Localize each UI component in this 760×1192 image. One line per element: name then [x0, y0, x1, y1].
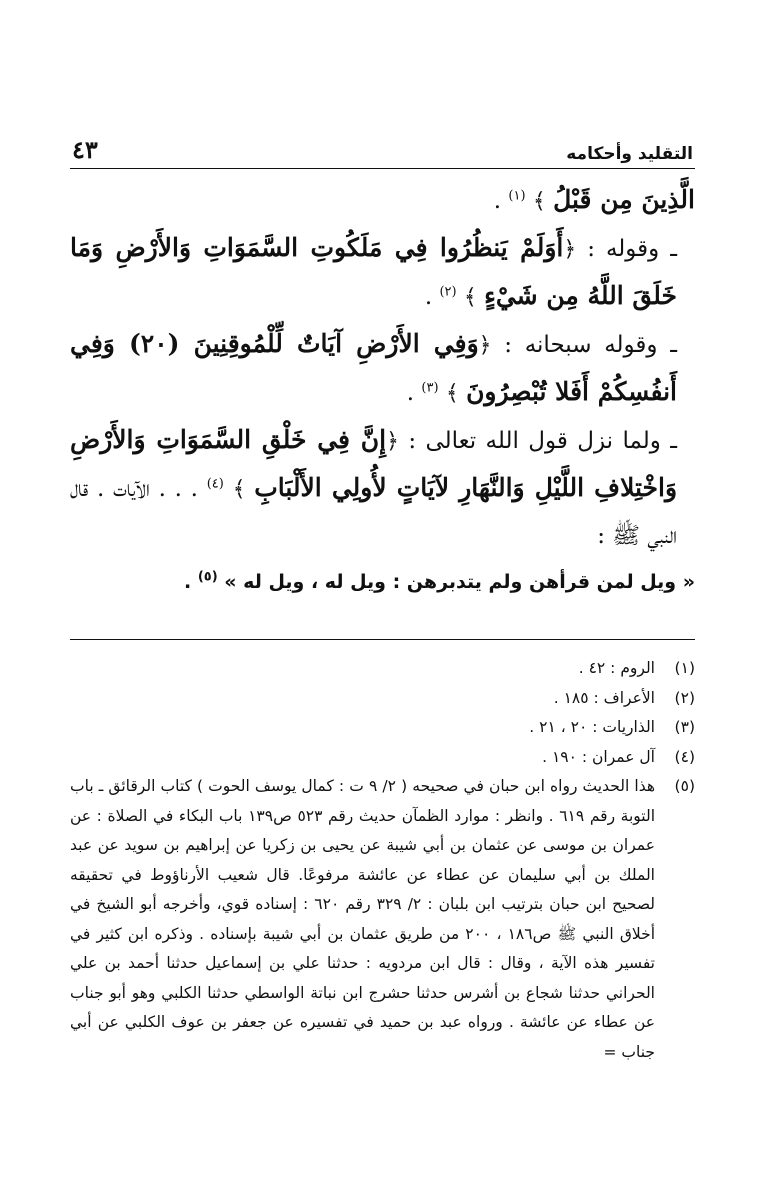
footnotes [70, 654, 695, 1067]
closing-brace: ﴾ [463, 285, 477, 310]
opening-brace: ﴿ [563, 237, 577, 262]
footnote-number: (٤) [674, 747, 695, 766]
paragraph-3 [70, 321, 695, 417]
paragraph-tail: . [493, 188, 509, 214]
paragraph-tail: . [424, 284, 440, 310]
footnote-ref: (٥) [197, 569, 218, 585]
footnote-ref: (٢) [439, 284, 457, 300]
quran-verse: إِنَّ فِي خَلْقِ السَّمَوَاتِ وَالأَرْضِ وَاخْتِلافِ اللَّيْلِ وَالنَّهَارِ لآيَاتٍ لأُولِي الأَلْبَابِ [70, 425, 678, 502]
paragraph-1 [70, 177, 695, 225]
footnote-number: (١) [674, 659, 695, 677]
opening-brace: ﴿ [478, 333, 492, 358]
hadith-tail: . [183, 571, 198, 593]
book-page [70, 130, 695, 1067]
footnote-ref: (٣) [421, 380, 439, 396]
footnote [70, 684, 695, 714]
quran-verse: الَّذِينَ مِن قَبْلُ [553, 185, 695, 214]
footnote [70, 654, 695, 684]
footnote-number: (٣) [674, 718, 695, 736]
footnote [70, 772, 695, 1067]
footnote-text: آل عمران : ١٩٠ . [542, 747, 655, 766]
footnote-separator [70, 639, 695, 640]
paragraph-tail: . . . الآيات . قال النبي ﷺ : [70, 476, 677, 549]
quran-verse: وَفِي الأَرْضِ آيَاتٌ لِّلْمُوقِنِينَ (٢٠) وَفِي أَنفُسِكُمْ أَفَلا تُبْصِرُونَ [70, 329, 677, 406]
closing-brace: ﴾ [445, 381, 459, 406]
closing-brace: ﴾ [232, 477, 246, 502]
paragraph-2 [70, 225, 695, 321]
hadith-quote [70, 559, 695, 605]
paragraph-lead: ـ وقوله : [576, 236, 677, 262]
footnote [70, 743, 695, 773]
footnote-number: (٢) [674, 688, 695, 707]
footnote-text: الأعراف : ١٨٥ . [553, 688, 655, 707]
running-header [70, 130, 695, 169]
paragraph-lead: ـ ولما نزل قول الله تعالى : [398, 428, 677, 454]
footnote-ref: (١) [508, 188, 526, 204]
paragraph-4 [70, 417, 695, 559]
footnote-number: (٥) [674, 777, 695, 795]
footnote-text: هذا الحديث رواه ابن حبان في صحيحه ( ٢/ ٩ ت : كمال يوسف الحوت ) كتاب الرقائق ـ باب التوبة رقم ٦١٩ . وانظر : موارد الظمآن حديث رقم ٥٢٣ ص١٣٩ باب البكاء في الصلاة : عن عمران بن موسى عن عثمان بن أبي شيبة عن يحيى بن زكريا عن إبراهيم بن سويد عن عبد الملك بن أبي سليمان عن عطاء عن عائشة مرفوعًا. قال شعيب الأرناؤوط في تحقيقه لصحيح ابن حبان بترتيب ابن بلبان : ٢/ ٣٢٩ رقم ٦٢٠ : إسناده قوي، وأخرجه أبو الشيخ في أخلاق النبي ﷺ ص١٨٦ ، ٢٠٠ من طريق عثمان بن أبي شيبة بإسناده . وذكره ابن كثير في تفسير هذه الآية ، وقال : قال ابن مردويه : حدثنا علي بن إسماعيل حدثنا أحمد بن علي الحراني حدثنا شجاع بن أشرس حدثنا حشرج ابن نباتة الواسطي حدثنا الكلبي وهو أبو جناب عن عطاء عن عائشة . ورواه عبد بن حميد في تفسيره عن جعفر بن عوف الكلبي عن أبي جناب = [70, 777, 656, 1061]
footnote [70, 713, 695, 743]
main-text [70, 177, 695, 605]
paragraph-lead: ـ وقوله سبحانه : [491, 332, 677, 358]
footnote-text: الروم : ٤٢ . [578, 659, 655, 677]
page-number: ٤٣ [72, 135, 98, 164]
closing-brace: ﴾ [532, 189, 546, 214]
footnote-text: الذاريات : ٢٠ ، ٢١ . [529, 718, 655, 736]
quran-verse: أَوَلَمْ يَنظُرُوا فِي مَلَكُوتِ السَّمَوَاتِ وَالأَرْضِ وَمَا خَلَقَ اللَّهُ مِن شَيْءٍ [70, 233, 677, 310]
paragraph-tail: . [406, 380, 422, 406]
hadith-text: « ويل لمن قرأهن ولم يتدبرهن : ويل له ، ويل له » [224, 571, 695, 593]
header-title: التقليد وأحكامه [566, 144, 693, 164]
footnote-ref: (٤) [206, 476, 224, 492]
opening-brace: ﴿ [386, 429, 399, 454]
